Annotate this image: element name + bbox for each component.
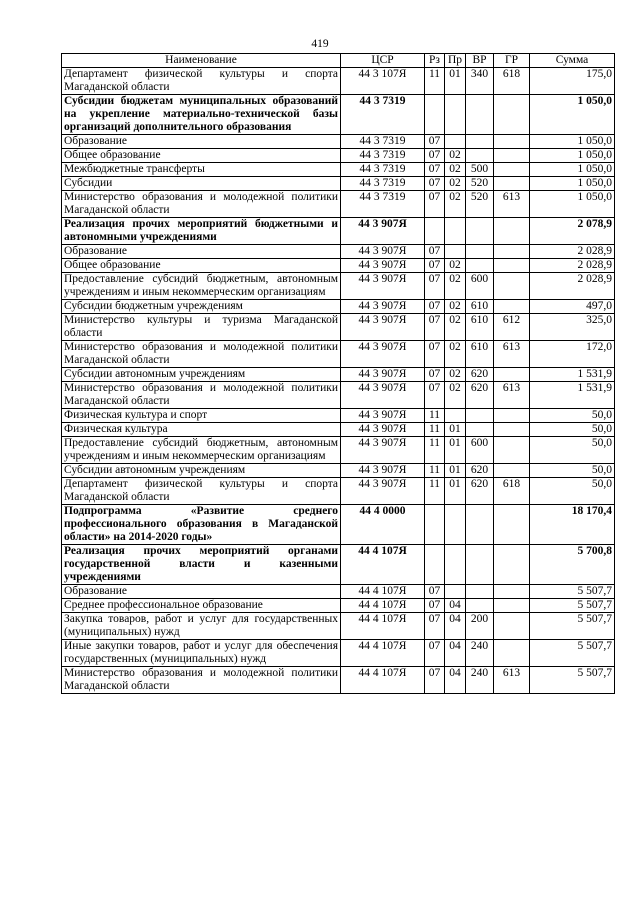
cell-name: Министерство образования и молодежной политики Магаданской области <box>62 667 341 694</box>
cell-csr: 44 3 7319 <box>341 95 425 135</box>
cell-pr: 01 <box>445 68 466 95</box>
cell-rz <box>425 218 445 245</box>
cell-vr: 520 <box>466 191 494 218</box>
table-row <box>62 478 615 505</box>
cell-gr <box>494 95 530 135</box>
cell-vr: 610 <box>466 300 494 314</box>
header-gr: ГР <box>494 54 530 68</box>
cell-gr <box>494 545 530 585</box>
cell-pr: 02 <box>445 149 466 163</box>
cell-name: Реализация прочих мероприятий бюджетными и автономными учреждениями <box>62 218 341 245</box>
cell-vr: 200 <box>466 613 494 640</box>
cell-name: Субсидии бюджетам муниципальных образований на укрепление материально-технической базы организаций дополнительного образования <box>62 95 341 135</box>
cell-vr <box>466 218 494 245</box>
cell-rz: 07 <box>425 382 445 409</box>
table-row <box>62 423 615 437</box>
cell-rz: 07 <box>425 245 445 259</box>
cell-gr <box>494 149 530 163</box>
cell-sum: 2 028,9 <box>530 259 615 273</box>
cell-rz: 11 <box>425 68 445 95</box>
cell-rz: 07 <box>425 368 445 382</box>
cell-name: Субсидии автономным учреждениям <box>62 368 341 382</box>
cell-pr <box>445 505 466 545</box>
cell-name: Департамент физической культуры и спорта Магаданской области <box>62 478 341 505</box>
cell-gr: 613 <box>494 191 530 218</box>
cell-rz: 11 <box>425 478 445 505</box>
cell-gr <box>494 640 530 667</box>
header-pr: Пр <box>445 54 466 68</box>
cell-csr: 44 4 107Я <box>341 599 425 613</box>
table-row <box>62 149 615 163</box>
cell-rz: 07 <box>425 314 445 341</box>
cell-csr: 44 4 107Я <box>341 640 425 667</box>
cell-gr: 613 <box>494 667 530 694</box>
cell-pr <box>445 135 466 149</box>
cell-vr: 610 <box>466 341 494 368</box>
cell-csr: 44 4 107Я <box>341 667 425 694</box>
cell-vr: 620 <box>466 464 494 478</box>
cell-csr: 44 3 907Я <box>341 437 425 464</box>
table-row <box>62 613 615 640</box>
cell-pr <box>445 218 466 245</box>
cell-csr: 44 3 907Я <box>341 409 425 423</box>
cell-rz <box>425 505 445 545</box>
cell-csr: 44 3 7319 <box>341 163 425 177</box>
table-row <box>62 259 615 273</box>
cell-vr <box>466 245 494 259</box>
header-sum: Сумма <box>530 54 615 68</box>
cell-gr <box>494 300 530 314</box>
cell-sum: 2 028,9 <box>530 245 615 259</box>
cell-vr: 520 <box>466 177 494 191</box>
cell-vr: 600 <box>466 437 494 464</box>
table-row <box>62 218 615 245</box>
cell-name: Образование <box>62 135 341 149</box>
cell-vr <box>466 409 494 423</box>
cell-gr <box>494 218 530 245</box>
cell-vr: 620 <box>466 478 494 505</box>
cell-sum: 5 700,8 <box>530 545 615 585</box>
cell-rz: 07 <box>425 273 445 300</box>
cell-rz: 07 <box>425 177 445 191</box>
cell-pr: 02 <box>445 273 466 300</box>
cell-name: Субсидии <box>62 177 341 191</box>
cell-rz: 07 <box>425 135 445 149</box>
cell-csr: 44 4 107Я <box>341 613 425 640</box>
cell-rz: 11 <box>425 437 445 464</box>
cell-name: Общее образование <box>62 259 341 273</box>
cell-gr <box>494 368 530 382</box>
cell-sum: 1 531,9 <box>530 368 615 382</box>
cell-gr <box>494 464 530 478</box>
cell-pr <box>445 245 466 259</box>
cell-pr: 04 <box>445 613 466 640</box>
cell-csr: 44 3 7319 <box>341 191 425 218</box>
cell-name: Реализация прочих мероприятий органами государственной власти и казенными учреждениями <box>62 545 341 585</box>
cell-sum: 1 050,0 <box>530 95 615 135</box>
cell-rz: 07 <box>425 300 445 314</box>
cell-csr: 44 3 7319 <box>341 135 425 149</box>
cell-sum: 1 050,0 <box>530 177 615 191</box>
cell-sum: 497,0 <box>530 300 615 314</box>
cell-rz: 11 <box>425 464 445 478</box>
cell-gr <box>494 177 530 191</box>
table-row <box>62 273 615 300</box>
page-number: 419 <box>311 38 329 50</box>
cell-name: Иные закупки товаров, работ и услуг для обеспечения государственных (муниципальных) нужд <box>62 640 341 667</box>
table-row <box>62 191 615 218</box>
cell-rz: 11 <box>425 423 445 437</box>
cell-pr: 04 <box>445 667 466 694</box>
cell-pr: 02 <box>445 300 466 314</box>
table-row <box>62 68 615 95</box>
table-row <box>62 667 615 694</box>
cell-name: Образование <box>62 245 341 259</box>
cell-name: Межбюджетные трансферты <box>62 163 341 177</box>
table-row <box>62 640 615 667</box>
cell-name: Предоставление субсидий бюджетным, автономным учреждениям и иным некоммерческим организациям <box>62 437 341 464</box>
table-row <box>62 95 615 135</box>
cell-csr: 44 3 7319 <box>341 149 425 163</box>
cell-sum: 50,0 <box>530 409 615 423</box>
cell-pr: 04 <box>445 599 466 613</box>
cell-csr: 44 3 907Я <box>341 273 425 300</box>
cell-vr <box>466 599 494 613</box>
cell-name: Субсидии бюджетным учреждениям <box>62 300 341 314</box>
cell-vr: 610 <box>466 314 494 341</box>
cell-rz: 07 <box>425 341 445 368</box>
cell-sum: 5 507,7 <box>530 585 615 599</box>
table-row <box>62 545 615 585</box>
cell-name: Предоставление субсидий бюджетным, автономным учреждениям и иным некоммерческим организациям <box>62 273 341 300</box>
cell-sum: 172,0 <box>530 341 615 368</box>
cell-name: Закупка товаров, работ и услуг для государственных (муниципальных) нужд <box>62 613 341 640</box>
cell-sum: 50,0 <box>530 464 615 478</box>
cell-sum: 5 507,7 <box>530 667 615 694</box>
header-vr: ВР <box>466 54 494 68</box>
cell-sum: 325,0 <box>530 314 615 341</box>
table-row <box>62 177 615 191</box>
cell-name: Министерство образования и молодежной политики Магаданской области <box>62 191 341 218</box>
cell-gr <box>494 409 530 423</box>
table-row <box>62 382 615 409</box>
cell-sum: 50,0 <box>530 478 615 505</box>
cell-csr: 44 3 907Я <box>341 423 425 437</box>
cell-csr: 44 3 907Я <box>341 218 425 245</box>
table-header-row <box>62 54 615 68</box>
cell-pr: 01 <box>445 437 466 464</box>
cell-sum: 5 507,7 <box>530 613 615 640</box>
cell-gr: 613 <box>494 341 530 368</box>
cell-name: Подпрограмма «Развитие среднего профессионального образования в Магаданской области» на 2014-2020 годы» <box>62 505 341 545</box>
cell-vr: 340 <box>466 68 494 95</box>
cell-sum: 2 028,9 <box>530 273 615 300</box>
cell-csr: 44 4 0000 <box>341 505 425 545</box>
cell-pr: 02 <box>445 191 466 218</box>
table-row <box>62 135 615 149</box>
cell-pr: 02 <box>445 314 466 341</box>
cell-pr: 01 <box>445 423 466 437</box>
cell-name: Министерство образования и молодежной политики Магаданской области <box>62 382 341 409</box>
cell-csr: 44 3 907Я <box>341 314 425 341</box>
cell-vr <box>466 505 494 545</box>
cell-name: Физическая культура <box>62 423 341 437</box>
cell-vr <box>466 135 494 149</box>
cell-sum: 50,0 <box>530 423 615 437</box>
cell-sum: 50,0 <box>530 437 615 464</box>
cell-pr: 02 <box>445 259 466 273</box>
cell-sum: 2 078,9 <box>530 218 615 245</box>
cell-pr: 02 <box>445 382 466 409</box>
cell-pr: 02 <box>445 368 466 382</box>
cell-csr: 44 3 907Я <box>341 245 425 259</box>
cell-pr: 02 <box>445 177 466 191</box>
cell-csr: 44 3 907Я <box>341 368 425 382</box>
cell-sum: 5 507,7 <box>530 599 615 613</box>
cell-vr: 240 <box>466 640 494 667</box>
cell-rz: 07 <box>425 599 445 613</box>
cell-vr <box>466 259 494 273</box>
header-csr: ЦСР <box>341 54 425 68</box>
cell-gr <box>494 613 530 640</box>
table-row <box>62 464 615 478</box>
cell-csr: 44 3 907Я <box>341 300 425 314</box>
cell-vr: 600 <box>466 273 494 300</box>
cell-gr <box>494 585 530 599</box>
cell-csr: 44 4 107Я <box>341 545 425 585</box>
cell-pr: 02 <box>445 341 466 368</box>
cell-rz: 07 <box>425 585 445 599</box>
cell-sum: 1 050,0 <box>530 149 615 163</box>
cell-rz: 07 <box>425 149 445 163</box>
table-row <box>62 409 615 423</box>
cell-gr <box>494 423 530 437</box>
cell-csr: 44 3 907Я <box>341 259 425 273</box>
cell-gr <box>494 437 530 464</box>
cell-name: Общее образование <box>62 149 341 163</box>
cell-rz: 07 <box>425 259 445 273</box>
cell-gr <box>494 273 530 300</box>
cell-pr <box>445 585 466 599</box>
cell-rz <box>425 545 445 585</box>
table-row <box>62 585 615 599</box>
cell-csr: 44 3 907Я <box>341 464 425 478</box>
cell-sum: 1 050,0 <box>530 135 615 149</box>
cell-pr: 01 <box>445 464 466 478</box>
cell-rz: 07 <box>425 191 445 218</box>
cell-name: Среднее профессиональное образование <box>62 599 341 613</box>
cell-name: Министерство культуры и туризма Магаданской области <box>62 314 341 341</box>
cell-csr: 44 3 907Я <box>341 478 425 505</box>
cell-csr: 44 3 907Я <box>341 382 425 409</box>
cell-rz: 07 <box>425 613 445 640</box>
table-row <box>62 314 615 341</box>
table-row <box>62 368 615 382</box>
cell-sum: 1 531,9 <box>530 382 615 409</box>
cell-name: Субсидии автономным учреждениям <box>62 464 341 478</box>
cell-gr <box>494 505 530 545</box>
table-row <box>62 341 615 368</box>
cell-pr <box>445 545 466 585</box>
cell-vr: 620 <box>466 382 494 409</box>
cell-rz: 11 <box>425 409 445 423</box>
cell-gr <box>494 135 530 149</box>
cell-gr <box>494 245 530 259</box>
cell-gr: 613 <box>494 382 530 409</box>
cell-gr: 618 <box>494 478 530 505</box>
cell-vr <box>466 545 494 585</box>
cell-gr: 612 <box>494 314 530 341</box>
cell-rz: 07 <box>425 667 445 694</box>
cell-sum: 1 050,0 <box>530 163 615 177</box>
cell-name: Физическая культура и спорт <box>62 409 341 423</box>
cell-vr: 620 <box>466 368 494 382</box>
cell-name: Министерство образования и молодежной политики Магаданской области <box>62 341 341 368</box>
cell-pr: 02 <box>445 163 466 177</box>
table-row <box>62 163 615 177</box>
budget-table <box>61 53 615 694</box>
cell-pr <box>445 95 466 135</box>
cell-gr: 618 <box>494 68 530 95</box>
cell-name: Департамент физической культуры и спорта Магаданской области <box>62 68 341 95</box>
cell-rz <box>425 95 445 135</box>
cell-sum: 5 507,7 <box>530 640 615 667</box>
cell-pr: 01 <box>445 478 466 505</box>
header-rz: Рз <box>425 54 445 68</box>
cell-rz: 07 <box>425 640 445 667</box>
cell-pr <box>445 409 466 423</box>
cell-vr: 500 <box>466 163 494 177</box>
table-row <box>62 599 615 613</box>
table-row <box>62 437 615 464</box>
cell-sum: 18 170,4 <box>530 505 615 545</box>
cell-vr <box>466 423 494 437</box>
cell-csr: 44 3 7319 <box>341 177 425 191</box>
cell-sum: 175,0 <box>530 68 615 95</box>
cell-csr: 44 4 107Я <box>341 585 425 599</box>
table-body <box>62 68 615 694</box>
table-row <box>62 505 615 545</box>
header-name: Наименование <box>62 54 341 68</box>
cell-sum: 1 050,0 <box>530 191 615 218</box>
cell-vr <box>466 585 494 599</box>
cell-gr <box>494 163 530 177</box>
cell-name: Образование <box>62 585 341 599</box>
table-row <box>62 245 615 259</box>
cell-rz: 07 <box>425 163 445 177</box>
cell-csr: 44 3 907Я <box>341 341 425 368</box>
cell-gr <box>494 259 530 273</box>
cell-gr <box>494 599 530 613</box>
cell-vr <box>466 149 494 163</box>
table-row <box>62 300 615 314</box>
cell-pr: 04 <box>445 640 466 667</box>
cell-vr <box>466 95 494 135</box>
cell-csr: 44 3 107Я <box>341 68 425 95</box>
cell-vr: 240 <box>466 667 494 694</box>
